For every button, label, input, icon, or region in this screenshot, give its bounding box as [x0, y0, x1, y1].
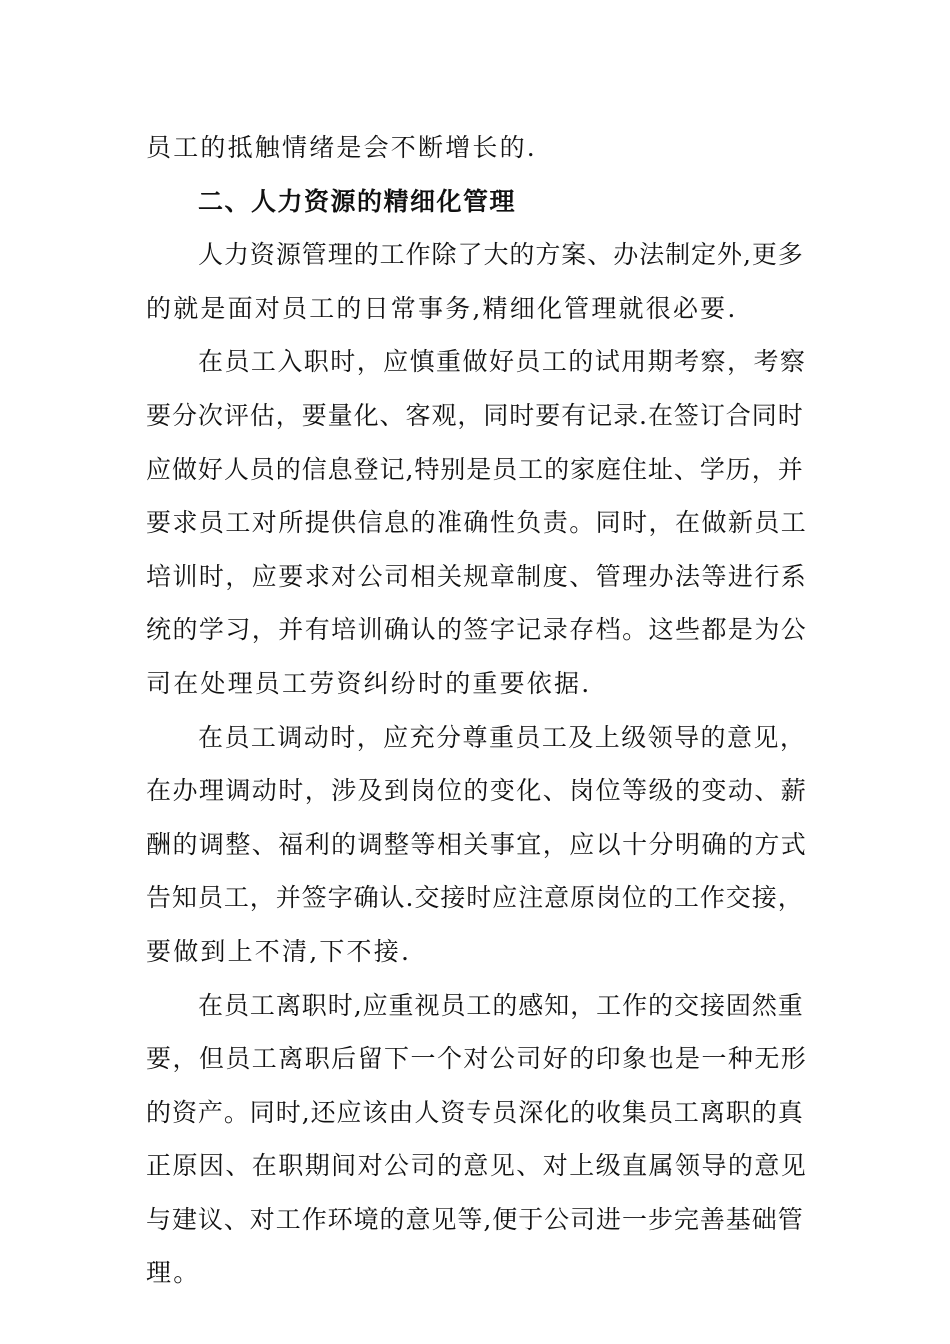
paragraph-line: 要做到上不清,下不接.: [146, 936, 412, 966]
paragraph-line: 在员工离职时,应重视员工的感知，工作的交接固然重: [198, 990, 804, 1020]
paragraph-line: 在员工入职时，应慎重做好员工的试用期考察，考察: [198, 347, 807, 377]
paragraph-line: 要，但员工离职后留下一个对公司好的印象也是一种无形: [146, 1044, 808, 1074]
paragraph-line: 要分次评估，要量化、客观，同时要有记录.在签订合同时: [146, 400, 804, 430]
paragraph-line: 酬的调整、福利的调整等相关事宜，应以十分明确的方式: [146, 829, 808, 859]
paragraph-line: 的就是面对员工的日常事务,精细化管理就很必要.: [146, 293, 738, 323]
document-page: [146, 121, 806, 1300]
paragraph-line: 与建议、对工作环境的意见等,便于公司进一步完善基础管: [146, 1204, 804, 1234]
paragraph-line: 培训时，应要求对公司相关规章制度、管理办法等进行系: [146, 561, 808, 591]
section-heading: 二、人力资源的精细化管理: [198, 186, 517, 216]
paragraph-line: 司在处理员工劳资纠纷时的重要依据.: [146, 668, 592, 698]
paragraph-line: 理。: [146, 1258, 201, 1288]
paragraph-line: 应做好人员的信息登记,特别是员工的家庭住址、学历，并: [146, 454, 804, 484]
paragraph-line: 的资产。同时,还应该由人资专员深化的收集员工离职的真: [146, 1097, 804, 1127]
paragraph-line: 正原因、在职期间对公司的意见、对上级直属领导的意见: [146, 1151, 808, 1181]
paragraph-line: 统的学习，并有培训确认的签字记录存档。这些都是为公: [146, 615, 808, 645]
paragraph-line: 告知员工，并签字确认.交接时应注意原岗位的工作交接，: [146, 883, 804, 913]
paragraph-line: 要求员工对所提供信息的准确性负责。同时，在做新员工: [146, 508, 808, 538]
paragraph-continuation: 员工的抵触情绪是会不断增长的.: [146, 133, 537, 162]
paragraph-line: 在员工调动时，应充分尊重员工及上级领导的意见，: [198, 722, 807, 752]
paragraph-line: 在办理调动时，涉及到岗位的变化、岗位等级的变动、薪: [146, 776, 808, 806]
paragraph-line: 人力资源管理的工作除了大的方案、办法制定外,更多: [198, 240, 804, 270]
